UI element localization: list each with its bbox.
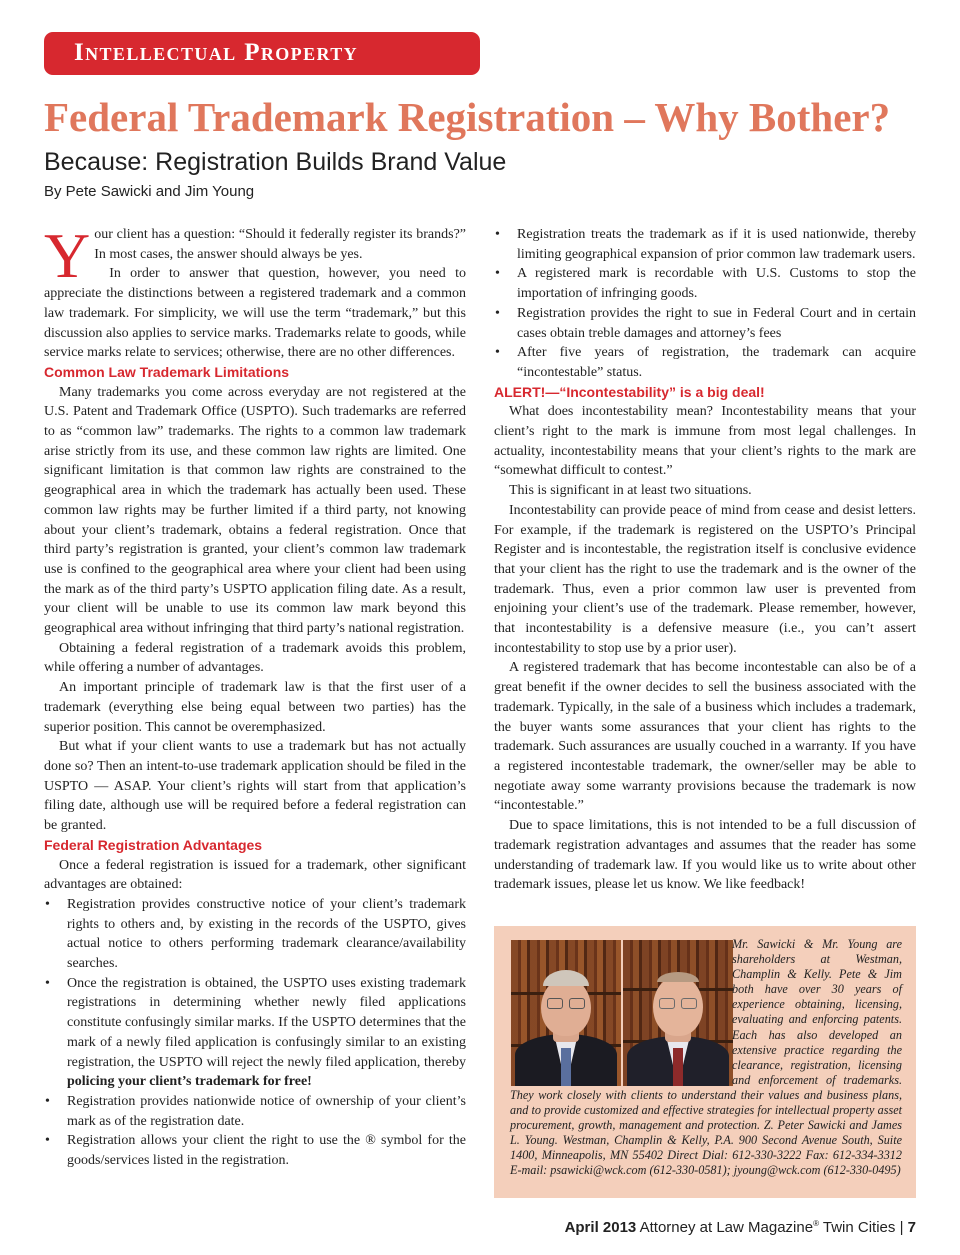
list-item: • Registration provides nationwide notice of ownership of your client’s mark as of the registration date.: [44, 1092, 466, 1131]
list-item-emphasis: policing your client’s trademark for free!: [67, 1074, 312, 1090]
list-item: • Registration treats the trademark as if it is used nationwide, thereby limiting geographical expansion of prior common law trademark users.: [494, 225, 916, 264]
paragraph: But what if your client wants to use a trademark but has not actually done so? Then an intent-to-use trademark application should be filed in the USPTO — ASAP. Your client’s rights will start from that application’s filing date, although use will be required before a federal registration can be granted.: [44, 739, 466, 834]
list-item-text: Once the registration is obtained, the USPTO uses existing trademark registrations in determining whether newly filed applications constitute confusingly similar marks. If the USPTO determines that the mark of a newly filed application is confusingly similar to an existing registration, the USPTO will reject the newly filed application, thereby: [67, 975, 466, 1070]
paragraph: This is significant in at least two situations.: [509, 483, 752, 499]
list-item: • After five years of registration, the trademark can acquire “incontestable” status.: [494, 343, 916, 382]
article-headline: Federal Trademark Registration – Why Bother?: [44, 94, 891, 140]
footer-magazine-name: Attorney at Law Magazine: [639, 1219, 814, 1236]
list-item: • A registered mark is recordable with U.S. Customs to stop the importation of infringing goods.: [494, 264, 916, 303]
footer-separator: |: [899, 1219, 904, 1236]
footer-registered-mark: ®: [813, 1219, 819, 1228]
intro-text-1: our client has a question: “Should it federally register its brands?” In most cases, the answer should always be yes.: [94, 227, 466, 262]
advantages-list-continued: [494, 225, 916, 383]
paragraph: Many trademarks you come across everyday are not registered at the U.S. Patent and Trademark Office (USPTO). Such trademarks are referred to as “common law” trademarks. The rights to a common law trademark arise strictly from its use, and these common law rights are limited. One significant limitation is that common law rights are constrained to the geographical area in which the trademark has actually been used. These common law rights may be further limited if a third party, not knowing about your client’s trademark, obtains a federal registration. Once that third party’s registration is granted, your client’s common law trademark use is confined to the geographical area where your client had been using the mark as of the third party’s USPTO application filing date. As a result, your client will be unable to use its common law mark beyond this geographical area without infringing that third party’s national registration.: [44, 384, 466, 637]
article-byline: By Pete Sawicki and Jim Young: [44, 183, 255, 200]
paragraph: Once a federal registration is issued for a trademark, other significant advantages are obtained:: [44, 857, 466, 893]
paragraph: What does incontestability mean? Incontestability means that your client’s right to the mark is immune from most legal challenges. In actuality, incontestability means that your client’s rights to the mark are “somewhat difficult to contest.”: [494, 404, 916, 479]
list-item: • Registration provides the right to sue in Federal Court and in certain cases obtain treble damages and attorney’s fees: [494, 304, 916, 343]
page-footer: [565, 1219, 916, 1236]
footer-issue-date: April 2013: [564, 1219, 637, 1236]
advantages-list: [44, 895, 466, 1171]
left-column: [44, 220, 466, 1171]
author-bio-box: [494, 926, 916, 1198]
paragraph: Incontestability can provide peace of mind from cease and desist letters. For example, if the trademark is registered on the USPTO’s Principal Register and is incontestable, the registration itself is conclusive evidence that your client has the right to use the trademark and is the owner of the trademark. Thus, even a prior common law user is prevented from enjoining your client’s use of the trademark. Please remember, however, that incontestability is a defensive measure (i.e., you can’t assert incontestability to stop use by a prior user).: [494, 502, 916, 656]
intro-paragraph: [44, 220, 466, 363]
right-column: [494, 225, 916, 895]
paragraph: A registered trademark that has become incontestable can also be of a great benefit if the owner decides to sell the business associated with the trademark. Typically, in the sale of a business which includes a trademark, the buyer wants some assurances that your client has rights to the trademark. Such assurances are usually couched in a warranty. If you have a registered incontestable trademark, the owner/seller may be able to negotiate away some warranty provisions because the trademark is now “incontestable.”: [494, 660, 916, 814]
author-bio-text: [510, 937, 902, 1179]
heading-federal-registration-advantages: Federal Registration Advantages: [44, 836, 263, 853]
paragraph: Obtaining a federal registration of a trademark avoids this problem, while offering a number of advantages.: [44, 640, 466, 676]
list-item: [44, 974, 466, 1092]
list-item: • Registration allows your client the right to use the ® symbol for the goods/services listed in the registration.: [44, 1131, 466, 1170]
paragraph: Due to space limitations, this is not intended to be a full discussion of trademark registration advantages and assumes that the reader has some understanding of trademark law. If you would like us to write about other trademark issues, please let us know. We like feedback!: [494, 818, 916, 893]
intro-text-2: In order to answer that question, however, you need to appreciate the distinctions between a registered trademark and a common law trademark. For simplicity, we will use the term “trademark,” but this discussion also applies to service marks. Trademarks relate to goods, while service marks relate to services; otherwise, there are no other differences.: [44, 266, 466, 361]
article-subheadline: Because: Registration Builds Brand Value: [44, 148, 507, 176]
heading-common-law-limitations: Common Law Trademark Limitations: [44, 363, 290, 380]
author-bio-content: Mr. Sawicki & Mr. Young are shareholders at Westman, Champlin & Kelly. Pete & Jim both have over 30 years of experience obtaining, licensing, evaluating and enforcing patents. Each has also developed an extensive practice regarding the clearance, registration, licensing and enforcement of trademarks. They work closely with clients to understand their values and business plans, and to provide customized and effective strategies for intellectual property asset procurement, growth, management and protection. Z. Peter Sawicki and James L. Young. Westman, Champlin & Kelly, P.A. 900 Second Avenue South, Suite 1400, Minneapolis, MN 55402 Direct Dial: 612-330-3222 Fax: 612-334-3312 E-mail: psawicki@wck.com (612-330-0581); jyoung@wck.com (612-330-0495): [510, 937, 902, 1178]
footer-page-number: 7: [907, 1219, 916, 1236]
dropcap-letter: Y: [44, 220, 91, 291]
section-banner: [44, 32, 480, 75]
list-item: • Registration provides constructive notice of your client’s trademark rights to others and, by existing in the records of the USPTO, gives actual notice to others performing trademark clearance/availability searches.: [44, 895, 466, 974]
paragraph: An important principle of trademark law is that the first user of a trademark (everything else being equal between two parties) has the superior position. This cannot be overemphasized.: [44, 680, 466, 735]
section-banner-label: Intellectual Property: [74, 39, 359, 66]
heading-incontestability-alert: ALERT!—“Incontestability” is a big deal!: [494, 383, 765, 400]
footer-edition: Twin Cities: [822, 1219, 896, 1236]
